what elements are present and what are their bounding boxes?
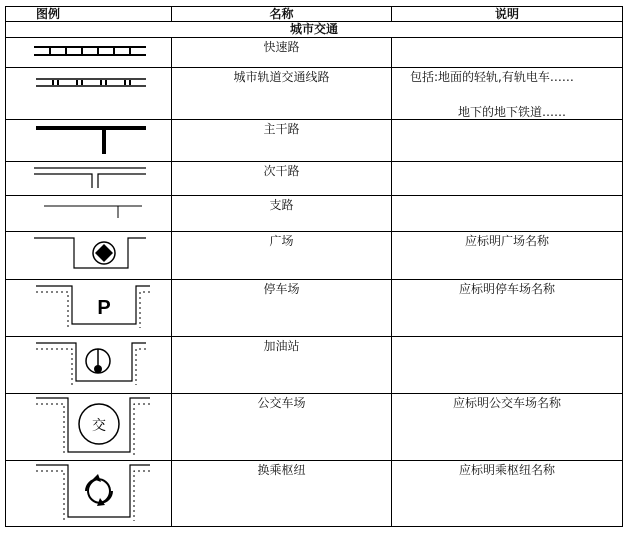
table-row (6, 280, 623, 337)
legend-cell (6, 38, 172, 68)
note-cell (392, 162, 623, 196)
header-row (6, 7, 623, 22)
note-cell (392, 120, 623, 162)
name-cell: 换乘枢纽 (172, 461, 392, 527)
table-row (6, 120, 623, 162)
note-cell (392, 337, 623, 394)
note-cell: 应标明停车场名称 (392, 280, 623, 337)
legend-cell (6, 394, 172, 461)
legend-cell (6, 461, 172, 527)
square-symbol-icon (6, 232, 172, 278)
legend-cell (6, 162, 172, 196)
urban-rail-transit-line-symbol-icon (6, 68, 172, 98)
gas-station-symbol-icon (6, 337, 172, 392)
parking-lot-symbol-icon (6, 280, 172, 335)
parking-glyph: P (97, 297, 111, 319)
name-cell: 支路 (172, 196, 392, 232)
table-row (6, 394, 623, 461)
table-row (6, 38, 623, 68)
bus-glyph: 交 (92, 418, 106, 434)
branch-road-symbol-icon (6, 196, 172, 230)
name-cell: 快速路 (172, 38, 392, 68)
note-cell: 应标明公交车场名称 (392, 394, 623, 461)
name-cell: 加油站 (172, 337, 392, 394)
name-cell: 停车场 (172, 280, 392, 337)
bus-depot-symbol-icon (6, 394, 172, 459)
table-row (6, 196, 623, 232)
note-line-1: 包括:地面的轻轨,有轨电车…… (410, 70, 574, 84)
legend-cell (6, 68, 172, 120)
legend-table (5, 6, 623, 527)
table-row (6, 68, 623, 120)
legend-cell (6, 280, 172, 337)
note-cell (392, 38, 623, 68)
legend-cell (6, 120, 172, 162)
legend-cell (6, 337, 172, 394)
name-cell: 城市轨道交通线路 (172, 68, 392, 120)
section-row (6, 22, 623, 38)
table-row (6, 337, 623, 394)
note-cell: 应标明广场名称 (392, 232, 623, 280)
table-row (6, 232, 623, 280)
name-cell: 公交车场 (172, 394, 392, 461)
legend-cell (6, 232, 172, 280)
secondary-road-symbol-icon (6, 162, 172, 194)
header-legend: 图例 (6, 7, 172, 22)
note-cell (392, 68, 623, 120)
transfer-hub-symbol-icon (6, 461, 172, 525)
note-line-2: 地下的地下铁道…… (458, 105, 567, 119)
name-cell: 广场 (172, 232, 392, 280)
name-cell: 次干路 (172, 162, 392, 196)
header-name: 名称 (172, 7, 392, 22)
name-cell: 主干路 (172, 120, 392, 162)
table-row (6, 162, 623, 196)
expressway-symbol-icon (6, 38, 172, 66)
note-cell: 应标明乘枢纽名称 (392, 461, 623, 527)
header-description: 说明 (392, 7, 623, 22)
main-road-symbol-icon (6, 120, 172, 160)
note-cell (392, 196, 623, 232)
legend-cell (6, 196, 172, 232)
section-title: 城市交通 (6, 22, 623, 38)
table-row (6, 461, 623, 527)
